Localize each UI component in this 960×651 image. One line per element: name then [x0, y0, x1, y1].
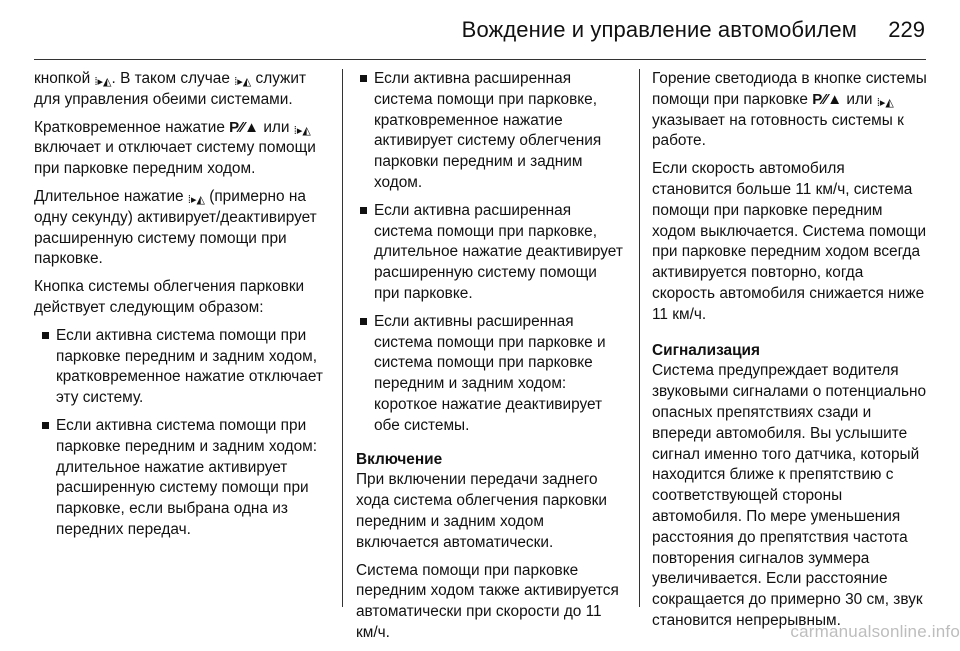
bullet-marker	[42, 422, 49, 429]
section-heading: Сигнализация	[652, 341, 760, 359]
bullet-marker	[360, 207, 367, 214]
list-item: Если активна система помощи при парковке передним и задним ходом: длительное нажатие активирует расширенную систему помощи при парковке, если выбрана одна из передних передач.	[38, 416, 330, 541]
bullet-marker	[360, 318, 367, 325]
park-assist-small-icon: ⁞▸◭	[293, 124, 311, 137]
section-heading: Включение	[356, 450, 443, 468]
park-assist-large-icon: P⁄⁄▲	[229, 118, 260, 136]
column-divider	[639, 69, 640, 607]
text-column-3	[652, 69, 928, 639]
paragraph: При включении передачи заднего хода система облегчения парковки передним и задним ходом включается автоматически.	[356, 471, 607, 551]
text-column-2	[356, 69, 624, 651]
list-item: Если активна система помощи при парковке передним и задним ходом, кратковременное нажатие отключает эту систему.	[38, 326, 330, 409]
paragraph: Система предупреждает водителя звуковыми сигналами о потенциально опасных препятствиях сзади и впереди автомобиля. Вы услышите сигнал именно того датчика, который находится ближе к препятствию с соответствующей стороны автомобиля. По мере уменьшения расстояния до препятствия частота повторения сигналов зуммера увеличивается. Если расстояние сокращается до примерно 30 см, звук становится непрерывным.	[652, 362, 927, 629]
page-title: Вождение и управление автомобилем	[461, 17, 857, 42]
park-assist-small-icon: ⁞▸◭	[234, 76, 252, 88]
text-column-1	[34, 69, 330, 548]
park-assist-small-icon: ⁞▸◭	[187, 193, 205, 206]
paragraph: Длительное нажатие ⁞▸◭ (примерно на одну секунду) активирует/деактивирует расширенную систему помощи при парковке.	[34, 187, 317, 268]
park-assist-small-icon: ⁞▸◭	[94, 76, 112, 88]
paragraph: Горение светодиода в кнопке системы помощи при парковке P⁄⁄▲ или ⁞▸◭ указывает на готовность системы к работе.	[652, 70, 927, 150]
paragraph: Система помощи при парковке передним ходом также активируется автоматически при скорости до 11 км/ч.	[356, 561, 619, 641]
park-assist-large-icon: P⁄⁄▲	[812, 90, 843, 108]
paragraph: Кратковременное нажатие P⁄⁄▲ или ⁞▸◭ включает и отключает систему помощи при парковке передним ходом.	[34, 118, 316, 178]
list-item: Если активна расширенная система помощи при парковке, кратковременное нажатие активирует систему облегчения парковки передним и задним ходом.	[356, 69, 624, 194]
paragraph: Кнопка системы облегчения парковки действует следующим образом:	[34, 278, 305, 316]
watermark: carmanualsonline.info	[790, 622, 960, 641]
park-assist-small-icon: ⁞▸◭	[876, 96, 894, 109]
paragraph: кнопкой ⁞▸◭. В таком случае ⁞▸◭ служит для управления обеими системами.	[34, 70, 307, 108]
page-number: 229	[888, 17, 925, 42]
list-item: Если активна расширенная система помощи при парковке, длительное нажатие деактивирует расширенную систему помощи при парковке.	[356, 201, 624, 305]
bullet-marker	[360, 75, 367, 82]
page-header	[0, 0, 960, 60]
list-item: Если активны расширенная система помощи при парковке и система помощи при парковке передним и задним ходом: короткое нажатие деактивирует обе системы.	[356, 312, 624, 437]
column-divider	[342, 69, 343, 607]
paragraph: Если скорость автомобиля становится больше 11 км/ч, система помощи при парковке передним ходом выключается. Система помощи при парковке передним ходом всегда активируется повторно, когда скорость автомобиля снижается ниже 11 км/ч.	[652, 160, 927, 323]
bullet-marker	[42, 332, 49, 339]
header-divider	[34, 59, 926, 60]
